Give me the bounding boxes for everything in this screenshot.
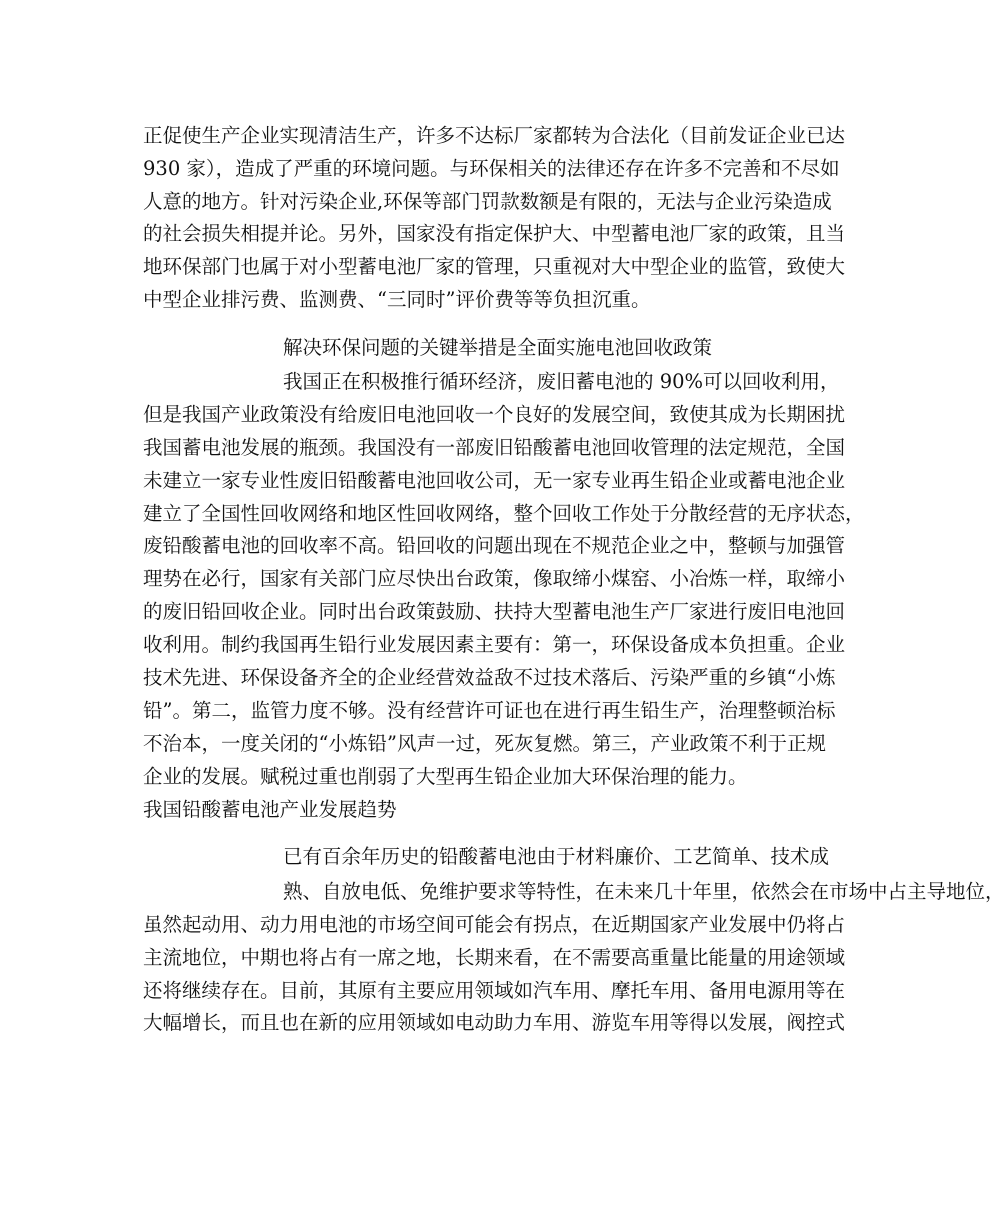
paragraph-line: 的废旧铅回收企业。同时出台政策鼓励、扶持大型蓄电池生产厂家进行废旧电池回 <box>143 600 846 623</box>
section-heading-recycling-policy: 解决环保问题的关键举措是全面实施电池回收政策 <box>283 336 713 359</box>
paragraph-line: 熟、自放电低、免维护要求等特性，在未来几十年里，依然会在市场中占主导地位， <box>283 880 1005 903</box>
paragraph-line: 地环保部门也属于对小型蓄电池厂家的管理，只重视对大中型企业的监管，致使大 <box>143 255 846 278</box>
paragraph-line: 人意的地方。针对污染企业,环保等部门罚款数额是有限的，无法与企业污染造成 <box>143 190 832 213</box>
paragraph-line: 建立了全国性回收网络和地区性回收网络，整个回收工作处于分散经营的无序状态， <box>143 502 865 525</box>
paragraph-line: 我国铅酸蓄电池产业发展趋势 <box>143 798 397 821</box>
paragraph-line: 正促使生产企业实现清洁生产，许多不达标厂家都转为合法化（目前发证企业已达 <box>143 124 846 147</box>
paragraph-line: 铅”。第二，监管力度不够。没有经营许可证也在进行再生铅生产，治理整顿治标 <box>143 699 836 722</box>
paragraph-line: 我国蓄电池发展的瓶颈。我国没有一部废旧铅酸蓄电池回收管理的法定规范，全国 <box>143 436 846 459</box>
paragraph-line: 我国正在积极推行循环经济，废旧蓄电池的 90%可以回收利用， <box>283 370 840 393</box>
paragraph-line: 主流地位，中期也将占有一席之地，长期来看，在不需要高重量比能量的用途领域 <box>143 946 846 969</box>
paragraph-line: 的社会损失相提并论。另外，国家没有指定保护大、中型蓄电池厂家的政策，且当 <box>143 222 846 245</box>
paragraph-line: 但是我国产业政策没有给废旧电池回收一个良好的发展空间，致使其成为长期困扰 <box>143 403 846 426</box>
paragraph-line: 虽然起动用、动力用电池的市场空间可能会有拐点，在近期国家产业发展中仍将占 <box>143 913 846 936</box>
paragraph-line: 大幅增长，而且也在新的应用领域如电动助力车用、游览车用等得以发展，阀控式 <box>143 1011 846 1034</box>
paragraph-line: 企业的发展。赋税过重也削弱了大型再生铅企业加大环保治理的能力。 <box>143 765 748 788</box>
paragraph-line: 废铅酸蓄电池的回收率不高。铅回收的问题出现在不规范企业之中，整顿与加强管 <box>143 534 846 557</box>
paragraph-line: 理势在必行，国家有关部门应尽快出台政策，像取缔小煤窑、小冶炼一样，取缔小 <box>143 567 846 590</box>
section-heading-industry-trend: 已有百余年历史的铅酸蓄电池由于材料廉价、工艺简单、技术成 <box>283 845 830 868</box>
paragraph-line: 还将继续存在。目前，其原有主要应用领域如汽车用、摩托车用、备用电源用等在 <box>143 979 846 1002</box>
paragraph-line: 中型企业排污费、监测费、“三同时”评价费等等负担沉重。 <box>143 288 651 311</box>
paragraph-line: 930 家），造成了严重的环境问题。与环保相关的法律还存在许多不完善和不尽如 <box>143 157 840 180</box>
paragraph-line: 未建立一家专业性废旧铅酸蓄电池回收公司，无一家专业再生铅企业或蓄电池企业 <box>143 469 846 492</box>
paragraph-line: 技术先进、环保设备齐全的企业经营效益敌不过技术落后、污染严重的乡镇“小炼 <box>143 666 836 689</box>
paragraph-line: 收利用。制约我国再生铅行业发展因素主要有：第一，环保设备成本负担重。企业 <box>143 633 846 656</box>
paragraph-line: 不治本，一度关闭的“小炼铅”风声一过，死灰复燃。第三，产业政策不利于正规 <box>143 732 826 755</box>
